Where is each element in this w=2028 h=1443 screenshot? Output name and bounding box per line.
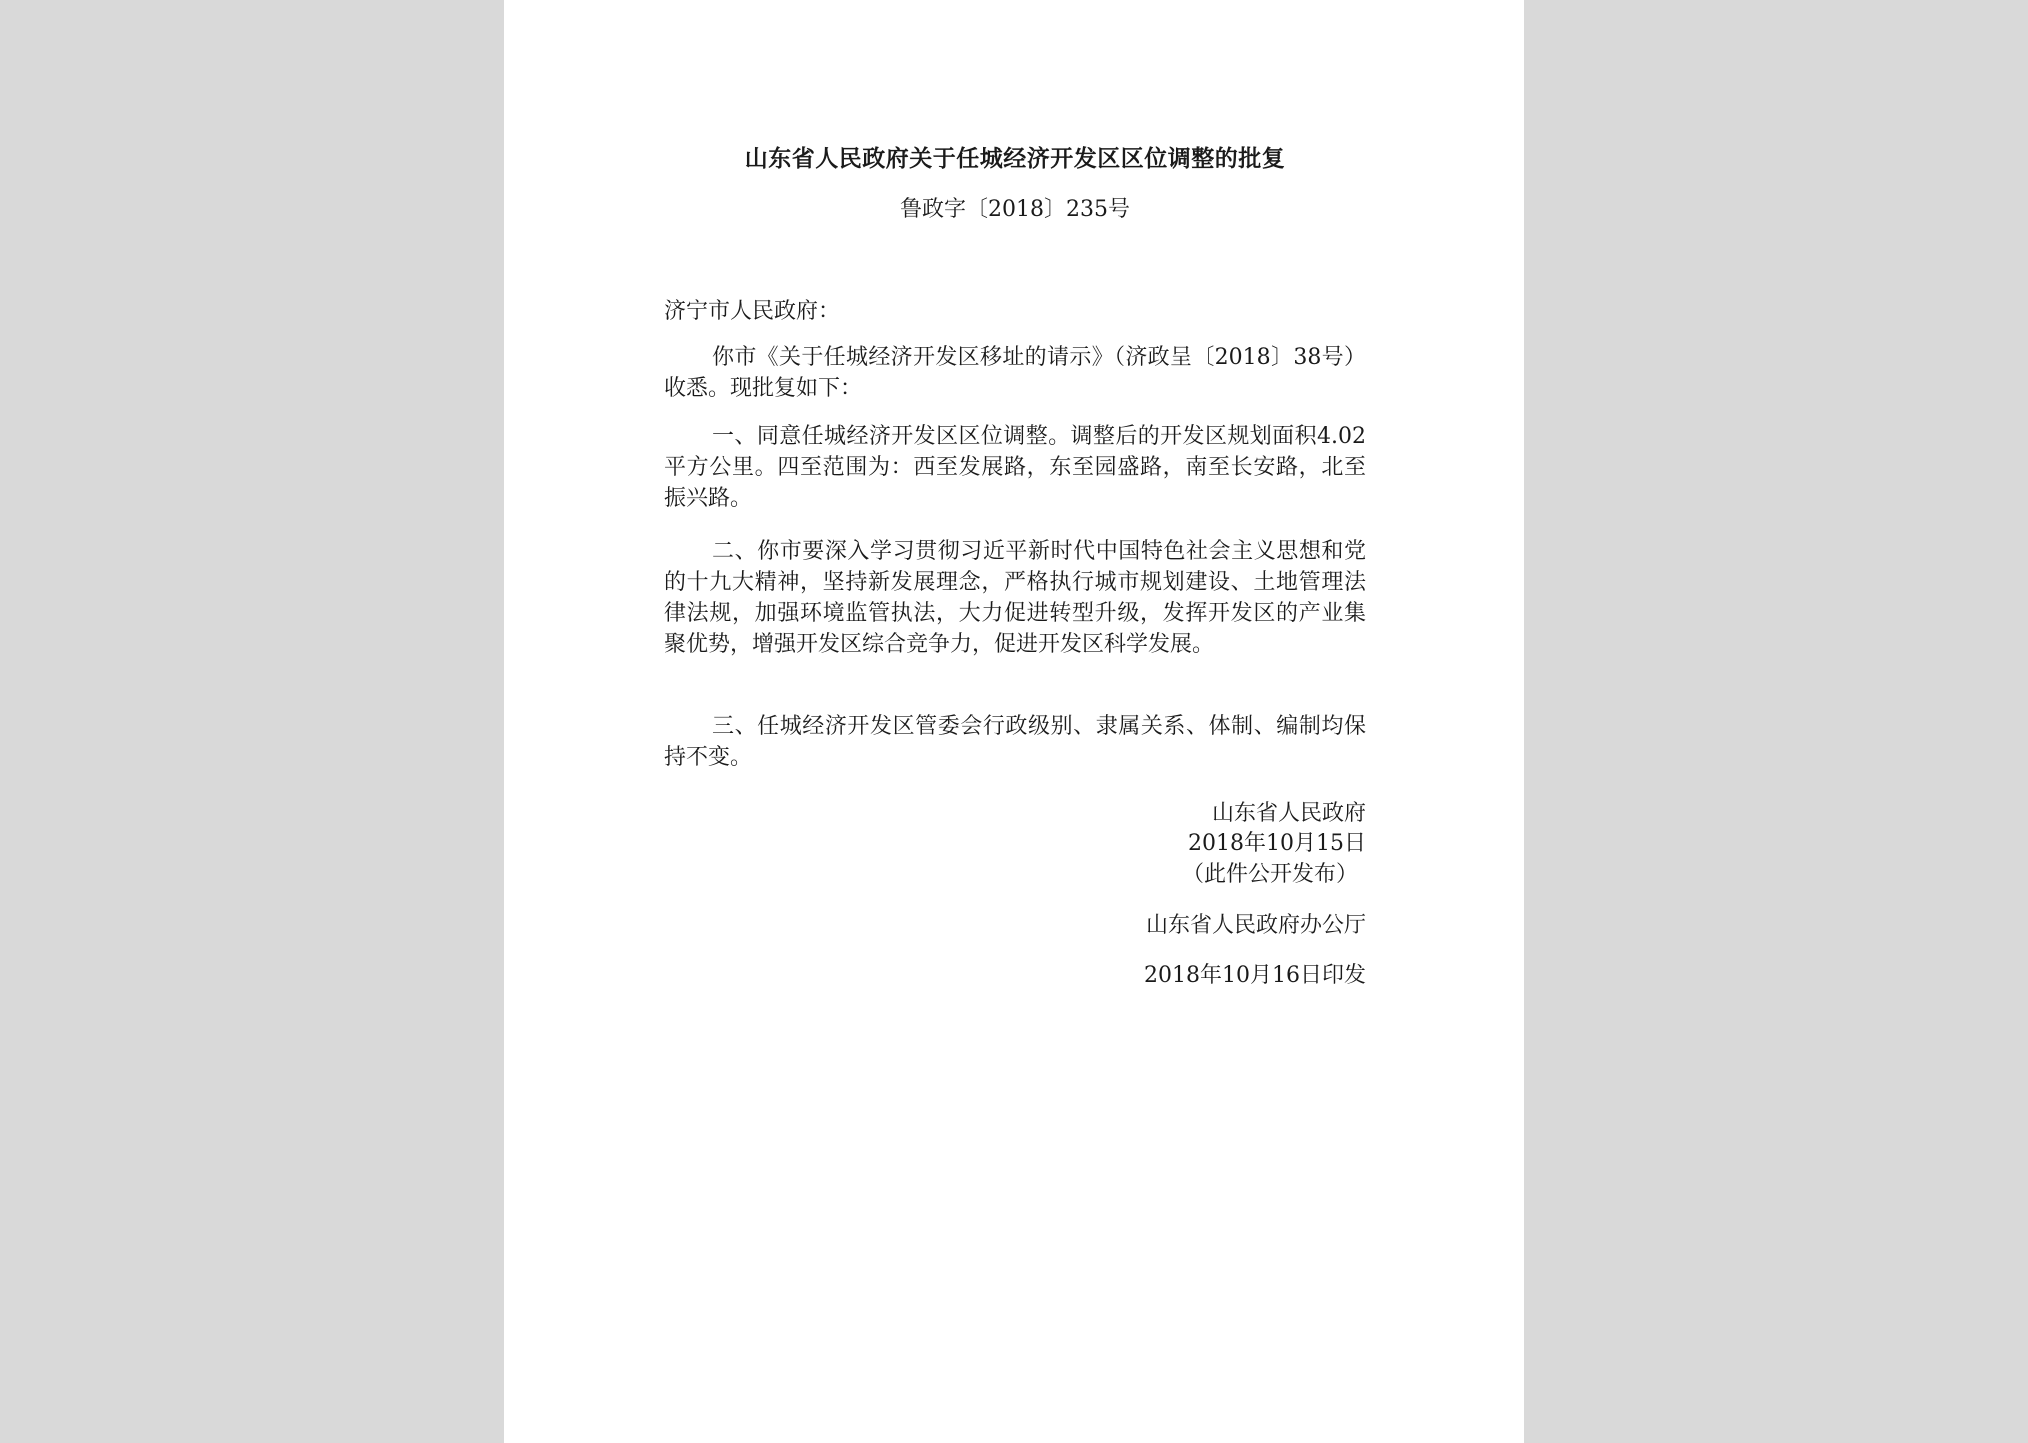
paragraph-item-3: 三、任城经济开发区管委会行政级别、隶属关系、体制、编制均保持不变。 [664, 714, 1366, 770]
signature-issuer: 山东省人民政府 [1211, 801, 1366, 826]
signature-date: 2018年10月15日 [1188, 831, 1366, 856]
publication-note: （此件公开发布） [1181, 862, 1358, 887]
addressee: 济宁市人民政府： [664, 299, 841, 324]
paragraph-item-2: 二、你市要深入学习贯彻习近平新时代中国特色社会主义思想和党的十九大精神，坚持新发展理念，严格执行城市规划建设、土地管理法律法规，加强环境监管执法，大力促进转型升级，发挥开发区的产业集聚优势，增强开发区综合竞争力，促进开发区科学发展。 [664, 539, 1366, 657]
paragraph-intro: 你市《关于任城经济开发区移址的请示》（济政呈〔2018〕38号）收悉。现批复如下： [664, 345, 1367, 401]
paragraph-item-1: 一、同意任城经济开发区区位调整。调整后的开发区规划面积4.02平方公里。四至范围为：西至发展路，东至园盛路，南至长安路，北至振兴路。 [664, 424, 1366, 511]
document-title: 山东省人民政府关于任城经济开发区区位调整的批复 [744, 146, 1286, 172]
print-date: 2018年10月16日印发 [1144, 963, 1366, 988]
document-page [504, 0, 1524, 1443]
printing-office: 山东省人民政府办公厅 [1145, 913, 1366, 938]
document-number: 鲁政字〔2018〕235号 [900, 197, 1130, 222]
